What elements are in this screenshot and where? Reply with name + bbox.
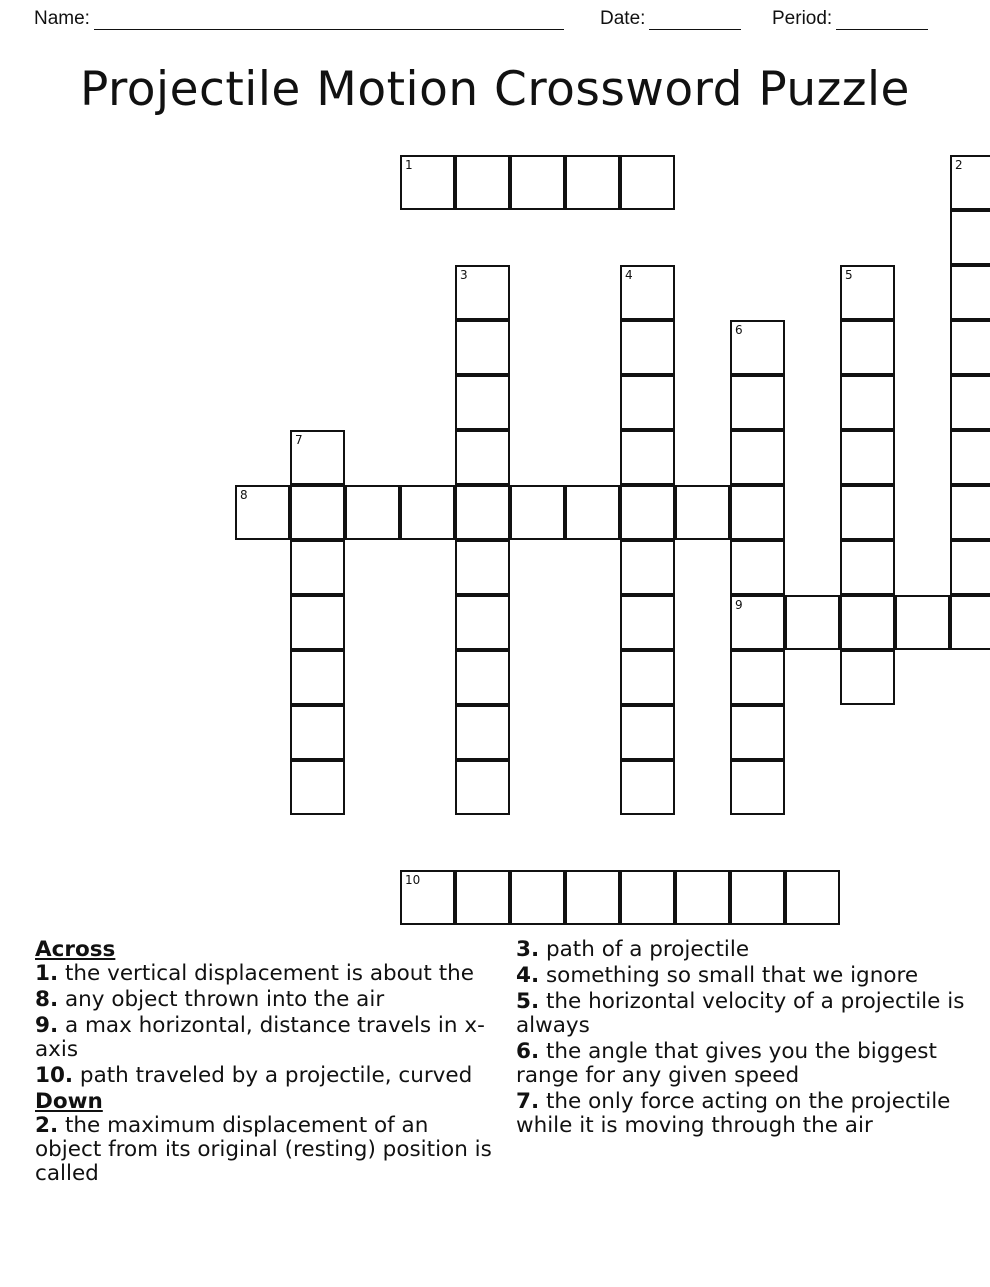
crossword-cell[interactable] <box>950 155 990 210</box>
crossword-cell[interactable] <box>785 595 840 650</box>
crossword-cell[interactable] <box>730 430 785 485</box>
crossword-cell[interactable] <box>290 430 345 485</box>
crossword-cell[interactable] <box>950 375 990 430</box>
clue-number: 2 <box>955 158 963 172</box>
crossword-cell[interactable] <box>455 650 510 705</box>
clue-item-text: the vertical displacement is about the <box>58 961 474 986</box>
clue-item-text: the only force acting on the projectile while it is moving through the air <box>516 1089 951 1138</box>
clue-item-text: path traveled by a projectile, curved <box>73 1063 473 1088</box>
crossword-cell[interactable] <box>950 540 990 595</box>
crossword-cell[interactable] <box>345 485 400 540</box>
clue-item <box>516 938 976 962</box>
crossword-cell[interactable] <box>455 485 510 540</box>
crossword-cell[interactable] <box>510 485 565 540</box>
crossword-cell[interactable] <box>950 485 990 540</box>
crossword-cell[interactable] <box>455 155 510 210</box>
crossword-cell[interactable] <box>730 705 785 760</box>
clue-number: 9 <box>735 598 743 612</box>
clue-item <box>35 1064 495 1088</box>
crossword-cell[interactable] <box>730 595 785 650</box>
crossword-cell[interactable] <box>565 485 620 540</box>
clue-item-number: 6. <box>516 1039 540 1064</box>
crossword-cell[interactable] <box>620 760 675 815</box>
clue-number: 6 <box>735 323 743 337</box>
clue-item-number: 4. <box>516 963 540 988</box>
clue-item-number: 8. <box>35 987 59 1012</box>
crossword-cell[interactable] <box>840 265 895 320</box>
crossword-cell[interactable] <box>730 320 785 375</box>
crossword-cell[interactable] <box>840 595 895 650</box>
clue-item-text: path of a projectile <box>539 937 750 962</box>
crossword-cell[interactable] <box>730 485 785 540</box>
clue-item-number: 10. <box>35 1063 74 1088</box>
clue-item-text: a max horizontal, distance travels in x-axis <box>35 1013 485 1062</box>
clues-left-column <box>35 938 495 1188</box>
crossword-cell[interactable] <box>620 430 675 485</box>
crossword-cell[interactable] <box>235 485 290 540</box>
crossword-cell[interactable] <box>455 540 510 595</box>
crossword-cell[interactable] <box>840 650 895 705</box>
crossword-cell[interactable] <box>510 870 565 925</box>
crossword-cell[interactable] <box>455 760 510 815</box>
crossword-cell[interactable] <box>400 485 455 540</box>
clue-item <box>35 1014 495 1062</box>
clue-number: 7 <box>295 433 303 447</box>
crossword-cell[interactable] <box>840 540 895 595</box>
crossword-cell[interactable] <box>730 375 785 430</box>
clue-number: 4 <box>625 268 633 282</box>
crossword-cell[interactable] <box>455 430 510 485</box>
crossword-cell[interactable] <box>620 540 675 595</box>
crossword-cell[interactable] <box>455 265 510 320</box>
across-heading: Across <box>35 937 116 962</box>
clue-item-number: 1. <box>35 961 59 986</box>
clue-number: 8 <box>240 488 248 502</box>
across-list <box>35 962 495 1088</box>
crossword-cell[interactable] <box>290 540 345 595</box>
crossword-cell[interactable] <box>290 485 345 540</box>
page-title: Projectile Motion Crossword Puzzle <box>80 62 910 117</box>
clue-item-number: 5. <box>516 989 540 1014</box>
crossword-cell[interactable] <box>840 375 895 430</box>
clue-number: 3 <box>460 268 468 282</box>
crossword-cell[interactable] <box>565 870 620 925</box>
clue-item <box>35 962 495 986</box>
clues-section <box>0 938 990 1278</box>
crossword-cell[interactable] <box>950 265 990 320</box>
crossword-cell[interactable] <box>840 320 895 375</box>
crossword-cell[interactable] <box>950 210 990 265</box>
clue-number: 10 <box>405 873 421 887</box>
clue-item-number: 9. <box>35 1013 59 1038</box>
crossword-cell[interactable] <box>785 870 840 925</box>
crossword-cell[interactable] <box>675 485 730 540</box>
crossword-cell[interactable] <box>950 430 990 485</box>
clue-item-text: the angle that gives you the biggest range for any given speed <box>516 1039 937 1088</box>
crossword-cell[interactable] <box>290 760 345 815</box>
crossword-cell[interactable] <box>290 650 345 705</box>
clues-right-column <box>516 938 976 1140</box>
clue-item-text: the horizontal velocity of a projectile is always <box>516 989 965 1038</box>
crossword-cell[interactable] <box>675 870 730 925</box>
clue-item-number: 3. <box>516 937 540 962</box>
clue-item <box>516 964 976 988</box>
crossword-cell[interactable] <box>620 595 675 650</box>
down-list-continued <box>516 938 976 1138</box>
crossword-cell[interactable] <box>730 540 785 595</box>
crossword-cell[interactable] <box>400 155 455 210</box>
crossword-cell[interactable] <box>455 320 510 375</box>
crossword-cell[interactable] <box>840 430 895 485</box>
down-list <box>35 1114 495 1186</box>
crossword-cell[interactable] <box>455 705 510 760</box>
clue-item-text: something so small that we ignore <box>539 963 919 988</box>
clue-item-text: any object thrown into the air <box>58 987 385 1012</box>
crossword-cell[interactable] <box>620 375 675 430</box>
clue-item-number: 7. <box>516 1089 540 1114</box>
clue-item <box>35 988 495 1012</box>
clue-item-text: the maximum displacement of an object from its original (resting) position is called <box>35 1113 492 1186</box>
clue-item <box>516 1090 976 1138</box>
crossword-cell[interactable] <box>400 870 455 925</box>
crossword-cell[interactable] <box>620 485 675 540</box>
crossword-cell[interactable] <box>510 155 565 210</box>
crossword-cell[interactable] <box>620 650 675 705</box>
name-label: Name: <box>34 8 90 29</box>
clue-number: 5 <box>845 268 853 282</box>
down-heading: Down <box>35 1089 103 1114</box>
crossword-cell[interactable] <box>455 870 510 925</box>
clue-item <box>516 1040 976 1088</box>
crossword-cell[interactable] <box>730 870 785 925</box>
clue-number: 1 <box>405 158 413 172</box>
crossword-cell[interactable] <box>730 760 785 815</box>
crossword-cell[interactable] <box>565 155 620 210</box>
crossword-cell[interactable] <box>620 705 675 760</box>
crossword-cell[interactable] <box>455 595 510 650</box>
period-label: Period: <box>772 8 833 29</box>
crossword-cell[interactable] <box>620 155 675 210</box>
crossword-cell[interactable] <box>620 320 675 375</box>
crossword-cell[interactable] <box>730 650 785 705</box>
crossword-cell[interactable] <box>290 595 345 650</box>
crossword-cell[interactable] <box>455 375 510 430</box>
crossword-cell[interactable] <box>290 705 345 760</box>
clue-item <box>35 1114 495 1186</box>
crossword-cell[interactable] <box>950 595 990 650</box>
crossword-cell[interactable] <box>620 265 675 320</box>
clue-item-number: 2. <box>35 1113 59 1138</box>
date-label: Date: <box>600 8 646 29</box>
crossword-cell[interactable] <box>895 595 950 650</box>
crossword-cell[interactable] <box>620 870 675 925</box>
crossword-cell[interactable] <box>840 485 895 540</box>
crossword-cell[interactable] <box>950 320 990 375</box>
clue-item <box>516 990 976 1038</box>
